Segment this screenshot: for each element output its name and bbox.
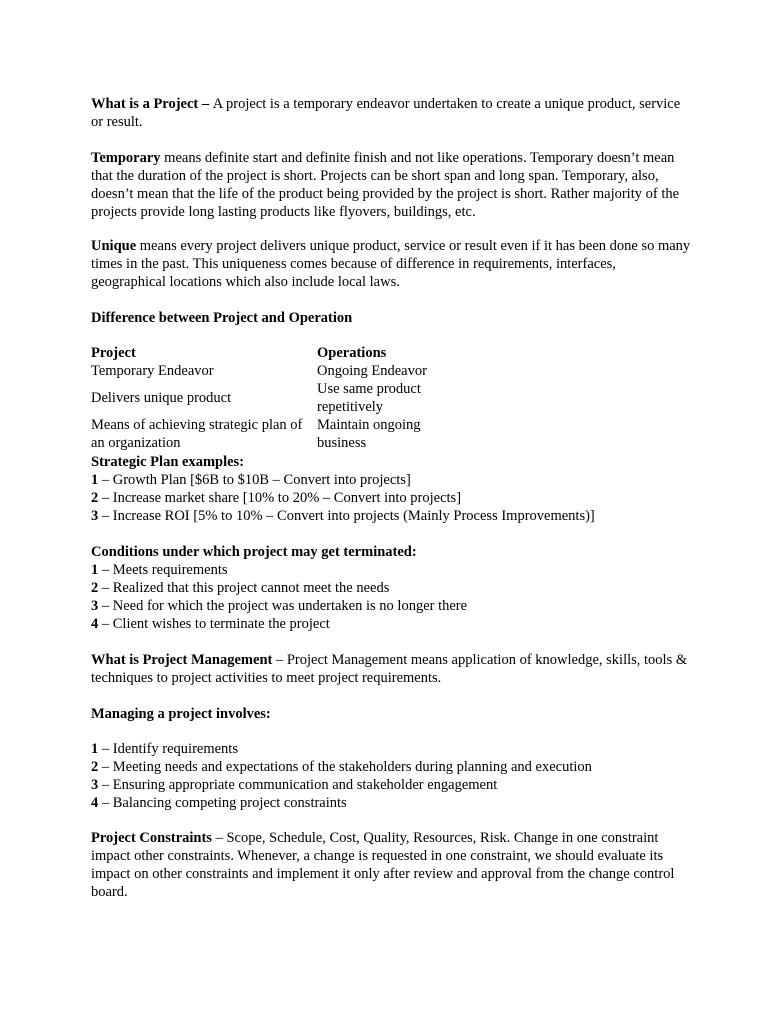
list-item: 1 – Meets requirements — [91, 562, 228, 578]
list-item: 2 – Meeting needs and expectations of the stakeholders during planning and execution — [91, 759, 592, 775]
temporary-text: means definite start and definite finish and not like operations. Temporary doesn’t mean that the duration of the project is short. Projects can be short span and long span. Temporary, also, doesn’t mean that the life of the product being provided by the project is short. Rather majority of the projects provide long lasting products like flyovers, buildings, etc. — [91, 150, 680, 220]
list-item: 3 – Need for which the project was undertaken is no longer there — [91, 598, 468, 614]
list-item: 3 – Increase ROI [5% to 10% – Convert into projects (Mainly Process Improvements)] — [91, 508, 595, 524]
list-item: 2 – Realized that this project cannot meet the needs — [91, 580, 390, 596]
table-row — [91, 416, 457, 452]
table-row — [91, 362, 457, 380]
list-item: 4 – Balancing competing project constraints — [91, 795, 347, 811]
managing-heading: Managing a project involves: — [91, 706, 271, 722]
list-item: 2 – Increase market share [10% to 20% – Convert into projects] — [91, 490, 462, 506]
table-cell: Temporary Endeavor — [91, 363, 214, 379]
table-row — [91, 380, 457, 416]
table-header-operations: Operations — [317, 345, 387, 361]
table-header-project: Project — [91, 345, 136, 361]
termination-heading: Conditions under which project may get terminated: — [91, 544, 417, 560]
project-vs-operations-table — [91, 344, 457, 452]
table-cell: Ongoing Endeavor — [317, 363, 427, 379]
unique-paragraph — [91, 237, 691, 291]
list-item: 1 – Identify requirements — [91, 741, 238, 757]
table-cell: Means of achieving strategic plan of an organization — [91, 417, 303, 451]
constraints-text: – Scope, Schedule, Cost, Quality, Resources, Risk. Change in one constraint impact other constraints. Whenever, a change is requested in one constraint, we should evaluate its impact on other constraints and implement it only after review and approval from the change control board. — [91, 830, 675, 900]
table-cell: Delivers unique product — [91, 390, 232, 406]
unique-term: Unique — [91, 238, 137, 254]
project-management-text: – Project Management means application of knowledge, skills, tools & techniques to project activities to meet project requirements. — [91, 652, 688, 686]
strategic-plan-heading: Strategic Plan examples: — [91, 454, 245, 470]
temporary-term: Temporary — [91, 150, 161, 166]
project-management-definition — [91, 651, 691, 687]
list-item: 3 – Ensuring appropriate communication and stakeholder engagement — [91, 777, 498, 793]
temporary-paragraph — [91, 149, 691, 221]
project-definition-text: A project is a temporary endeavor undertaken to create a unique product, service or result. — [91, 96, 681, 130]
strategic-plan-section — [91, 453, 691, 525]
table-header-row — [91, 344, 457, 362]
termination-section — [91, 543, 691, 633]
project-definition — [91, 95, 691, 131]
difference-heading: Difference between Project and Operation — [91, 310, 353, 326]
constraints-term: Project Constraints — [91, 830, 212, 846]
table-cell: Maintain ongoing business — [317, 417, 421, 451]
managing-list — [91, 740, 691, 812]
list-item: 1 – Growth Plan [$6B to $10B – Convert into projects] — [91, 472, 411, 488]
project-management-term: What is Project Management — [91, 652, 273, 668]
unique-text: means every project delivers unique product, service or result even if it has been done so many times in the past. This uniqueness comes because of difference in requirements, interfaces, geographical locations which also include local laws. — [91, 238, 691, 290]
table-cell: Use same product repetitively — [317, 381, 421, 415]
project-heading: What is a Project – — [91, 96, 213, 112]
constraints-paragraph — [91, 829, 691, 901]
list-item: 4 – Client wishes to terminate the project — [91, 616, 330, 632]
